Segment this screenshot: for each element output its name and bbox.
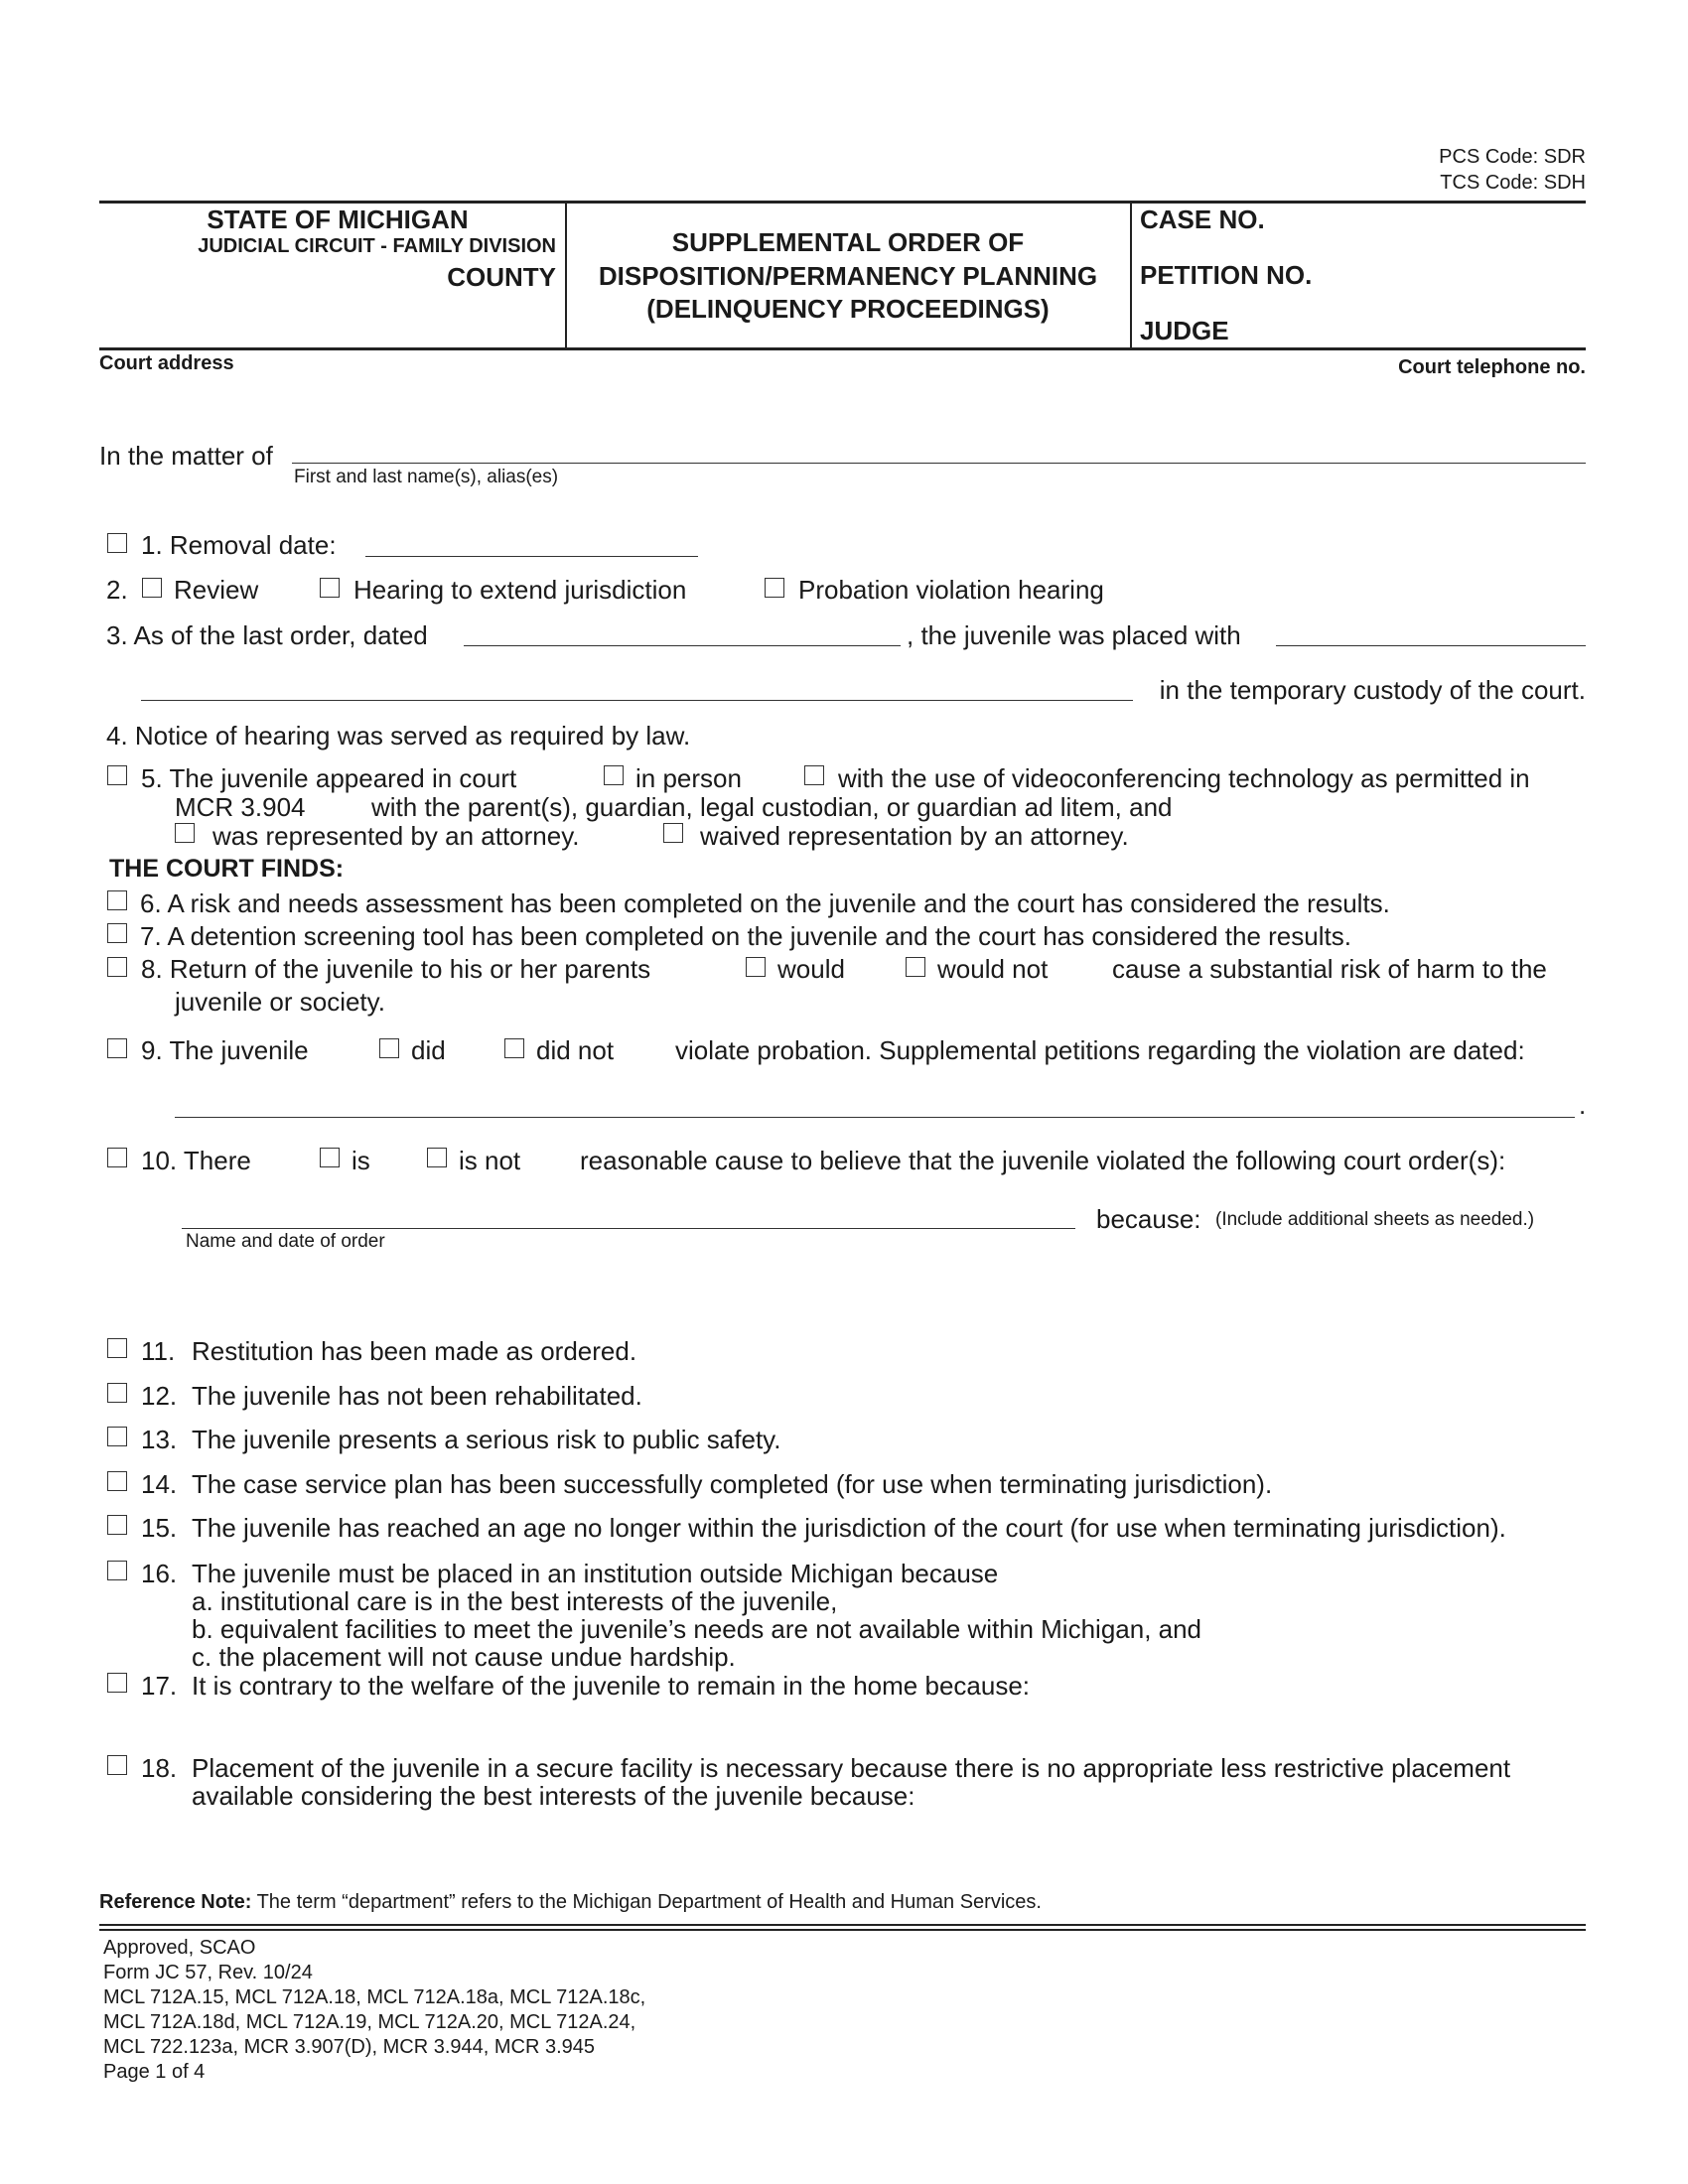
item-14-checkbox[interactable]	[107, 1471, 127, 1491]
item-15-text: The juvenile has reached an age no longer within the jurisdiction of the court (for use when terminating jurisdiction).	[192, 1513, 1506, 1543]
item-12-number: 12.	[141, 1381, 178, 1411]
reference-note-label: Reference Note:	[99, 1891, 252, 1913]
page-number: Page 1 of 4	[103, 2061, 206, 2083]
item-12-text: The juvenile has not been rehabilitated.	[192, 1381, 642, 1411]
mcl-line-3: MCL 722.123a, MCR 3.907(D), MCR 3.944, MCR 3.945	[103, 2036, 596, 2058]
would-not-label: would not	[937, 954, 1049, 984]
item-18-line2: available considering the best interests of the juvenile because:	[192, 1781, 915, 1811]
did-checkbox[interactable]	[379, 1038, 399, 1058]
item-13-text: The juvenile presents a serious risk to public safety.	[192, 1425, 781, 1454]
last-order-date-field[interactable]	[464, 645, 901, 646]
item-12-checkbox[interactable]	[107, 1383, 127, 1403]
form-title-3: (DELINQUENCY PROCEEDINGS)	[646, 294, 1050, 324]
item-5-label: 5. The juvenile appeared in court	[141, 763, 517, 793]
is-not-label: is not	[459, 1146, 521, 1175]
item-18-number: 18.	[141, 1753, 178, 1783]
mcl-line-2: MCL 712A.18d, MCL 712A.19, MCL 712A.20, MCL 712A.24,	[103, 2011, 636, 2033]
reference-note	[99, 1890, 1042, 1914]
order-name-date-field[interactable]	[182, 1228, 1075, 1229]
tcs-code: TCS Code: SDH	[1440, 172, 1586, 194]
item-13-checkbox[interactable]	[107, 1427, 127, 1446]
item-3-mid: , the juvenile was placed with	[907, 620, 1241, 650]
item-2-number: 2.	[106, 575, 128, 605]
findings-heading: THE COURT FINDS:	[109, 855, 345, 883]
item-16-b: b. equivalent facilities to meet the juvenile’s needs are not available within Michigan, and	[192, 1614, 1202, 1644]
item-9-tail: violate probation. Supplemental petitions regarding the violation are dated:	[675, 1035, 1525, 1065]
item-18-text: Placement of the juvenile in a secure facility is necessary because there is no appropriate less restrictive placement	[192, 1753, 1511, 1783]
item-6-checkbox[interactable]	[107, 890, 127, 910]
review-checkbox[interactable]	[142, 578, 162, 598]
state-name: STATE OF MICHIGAN	[207, 205, 469, 234]
footer-rule-2	[99, 1929, 1586, 1931]
in-person-label: in person	[635, 763, 742, 793]
item-3-label: 3. As of the last order, dated	[106, 620, 428, 650]
item-15-checkbox[interactable]	[107, 1515, 127, 1535]
videoconference-label: with the use of videoconferencing technology as permitted in	[838, 763, 1530, 793]
matter-caption: First and last name(s), alias(es)	[294, 467, 559, 487]
reference-note-text: The term “department” refers to the Michigan Department of Health and Human Services.	[256, 1891, 1042, 1913]
removal-date-field[interactable]	[365, 556, 698, 557]
did-not-label: did not	[536, 1035, 615, 1065]
item-8-label: 8. Return of the juvenile to his or her parents	[141, 954, 651, 984]
represented-checkbox[interactable]	[175, 823, 195, 843]
did-not-checkbox[interactable]	[504, 1038, 524, 1058]
item-16-text: The juvenile must be placed in an institution outside Michigan because	[192, 1559, 999, 1588]
pcs-code: PCS Code: SDR	[1439, 146, 1586, 168]
item-5-with: with the parent(s), guardian, legal custodian, or guardian ad litem, and	[371, 792, 1173, 822]
additional-sheets-note: (Include additional sheets as needed.)	[1215, 1209, 1535, 1230]
case-no-label: CASE NO.	[1140, 205, 1265, 234]
item-16-c: c. the placement will not cause undue hardship.	[192, 1642, 736, 1672]
review-label: Review	[174, 575, 259, 605]
extend-jurisdiction-label: Hearing to extend jurisdiction	[353, 575, 687, 605]
waived-checkbox[interactable]	[663, 823, 683, 843]
waived-label: waived representation by an attorney.	[700, 821, 1129, 851]
item-10-label: 10. There	[141, 1146, 251, 1175]
did-label: did	[411, 1035, 446, 1065]
is-not-checkbox[interactable]	[427, 1148, 447, 1167]
item-16-a: a. institutional care is in the best interests of the juvenile,	[192, 1586, 838, 1616]
header-divider-2	[1130, 202, 1132, 348]
item-18-checkbox[interactable]	[107, 1755, 127, 1775]
judge-label: JUDGE	[1140, 316, 1229, 345]
is-label: is	[352, 1146, 370, 1175]
petition-dates-field[interactable]	[175, 1117, 1575, 1118]
item-7-text: 7. A detention screening tool has been completed on the juvenile and the court has considered the results.	[140, 921, 1351, 951]
footer-rule-1	[99, 1924, 1586, 1926]
mcr-label: MCR 3.904	[175, 792, 306, 822]
county-label: COUNTY	[447, 262, 556, 292]
would-not-checkbox[interactable]	[906, 957, 925, 977]
probation-violation-checkbox[interactable]	[765, 578, 784, 598]
item-8-checkbox[interactable]	[107, 957, 127, 977]
item-6-text: 6. A risk and needs assessment has been completed on the juvenile and the court has considered the results.	[140, 888, 1390, 918]
circuit-label: JUDICIAL CIRCUIT - FAMILY DIVISION	[198, 235, 556, 257]
item-17-checkbox[interactable]	[107, 1673, 127, 1693]
item-4-label: 4. Notice of hearing was served as required by law.	[106, 721, 691, 751]
item-3-end: in the temporary custody of the court.	[1159, 675, 1586, 705]
item-16-checkbox[interactable]	[107, 1561, 127, 1580]
item-11-text: Restitution has been made as ordered.	[192, 1336, 637, 1366]
court-address-label: Court address	[99, 352, 234, 374]
item-9-label: 9. The juvenile	[141, 1035, 309, 1065]
item-14-text: The case service plan has been successfully completed (for use when terminating jurisdiction).	[192, 1469, 1273, 1499]
item-15-number: 15.	[141, 1513, 178, 1543]
item-17-text: It is contrary to the welfare of the juvenile to remain in the home because:	[192, 1671, 1031, 1701]
form-title-1: SUPPLEMENTAL ORDER OF	[671, 227, 1025, 257]
form-title-2: DISPOSITION/PERMANENCY PLANNING	[598, 261, 1098, 291]
extend-jurisdiction-checkbox[interactable]	[320, 578, 340, 598]
item-8-line2: juvenile or society.	[175, 987, 385, 1017]
item-16-number: 16.	[141, 1559, 178, 1588]
approved-label: Approved, SCAO	[103, 1937, 256, 1959]
because-label: because:	[1096, 1204, 1201, 1234]
item-11-checkbox[interactable]	[107, 1338, 127, 1358]
item-10-checkbox[interactable]	[107, 1148, 127, 1167]
represented-label: was represented by an attorney.	[212, 821, 580, 851]
placed-with-field-1[interactable]	[1276, 645, 1586, 646]
item-10-tail: reasonable cause to believe that the juvenile violated the following court order(s):	[580, 1146, 1506, 1175]
item-14-number: 14.	[141, 1469, 178, 1499]
item-1-label: 1. Removal date:	[141, 530, 337, 560]
would-checkbox[interactable]	[746, 957, 766, 977]
probation-violation-label: Probation violation hearing	[798, 575, 1104, 605]
is-checkbox[interactable]	[320, 1148, 340, 1167]
placed-with-field-2[interactable]	[141, 700, 1133, 701]
item-13-number: 13.	[141, 1425, 178, 1454]
court-telephone-label: Court telephone no.	[1398, 356, 1586, 378]
item-9-checkbox[interactable]	[107, 1038, 127, 1058]
item-1-checkbox[interactable]	[107, 533, 127, 553]
header-top-rule	[99, 201, 1586, 204]
videoconference-checkbox[interactable]	[804, 765, 824, 785]
mcl-line-1: MCL 712A.15, MCL 712A.18, MCL 712A.18a, MCL 712A.18c,	[103, 1986, 646, 2008]
would-label: would	[777, 954, 845, 984]
item-11-number: 11.	[141, 1336, 176, 1366]
header-bottom-rule	[99, 347, 1586, 350]
matter-name-field[interactable]	[292, 463, 1586, 464]
in-person-checkbox[interactable]	[604, 765, 624, 785]
item-8-tail: cause a substantial risk of harm to the	[1112, 954, 1547, 984]
item-5-checkbox[interactable]	[107, 765, 127, 785]
order-caption: Name and date of order	[186, 1231, 385, 1252]
form-number: Form JC 57, Rev. 10/24	[103, 1962, 313, 1983]
item-7-checkbox[interactable]	[107, 923, 127, 943]
item-17-number: 17.	[141, 1671, 178, 1701]
matter-label: In the matter of	[99, 441, 273, 471]
petition-no-label: PETITION NO.	[1140, 260, 1313, 290]
item-9-period: .	[1579, 1090, 1587, 1120]
